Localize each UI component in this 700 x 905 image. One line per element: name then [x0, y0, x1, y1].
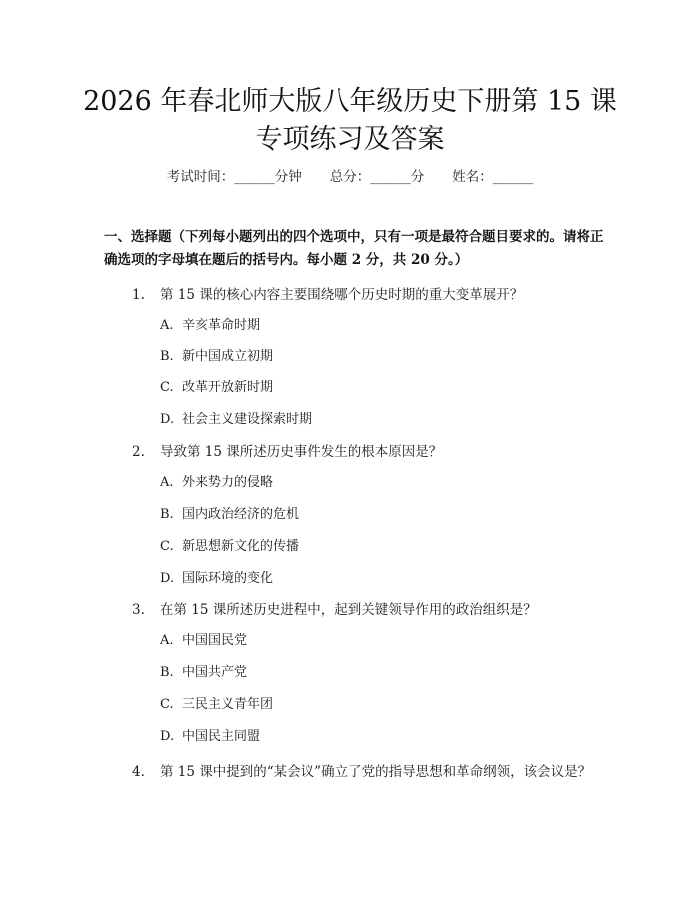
question-number: 2. — [132, 444, 145, 460]
question-4 — [104, 760, 604, 785]
option-letter: D. — [160, 571, 175, 586]
option-letter: B. — [160, 665, 174, 680]
option-text: 辛亥革命时期 — [182, 318, 261, 333]
option-text: 国际环境的变化 — [182, 571, 274, 586]
option-3b — [160, 663, 247, 683]
question-text: 导致第 15 课所述历史事件发生的根本原因是？ — [160, 444, 443, 460]
option-text: 中国国民党 — [182, 633, 248, 648]
exam-time: 考试时间：______分钟 — [166, 169, 302, 185]
option-1b — [160, 347, 273, 367]
exam-score: 总分：______分 — [329, 169, 425, 185]
option-2a — [160, 473, 273, 493]
option-letter: B. — [160, 507, 174, 522]
question-number: 4. — [132, 764, 145, 780]
option-text: 新思想新文化的传播 — [182, 539, 300, 554]
question-number: 1. — [132, 287, 145, 303]
document-title-line1: 2026 年春北师大版八年级历史下册第 15 课 — [83, 86, 617, 117]
option-1c — [160, 378, 273, 398]
option-2d — [160, 569, 273, 589]
option-1d — [160, 410, 312, 430]
option-letter: A. — [160, 318, 174, 333]
question-text: 在第 15 课所述历史进程中，起到关键领导作用的政治组织是？ — [160, 602, 537, 618]
option-letter: D. — [160, 729, 175, 744]
option-letter: A. — [160, 475, 174, 490]
option-text: 三民主义青年团 — [182, 697, 274, 712]
option-text: 中国共产党 — [182, 665, 248, 680]
question-3 — [132, 599, 602, 621]
option-text: 社会主义建设探索时期 — [182, 412, 313, 427]
option-letter: C. — [160, 539, 174, 554]
option-2c — [160, 537, 299, 557]
option-text: 外来势力的侵略 — [182, 475, 274, 490]
option-text: 新中国成立初期 — [182, 349, 274, 364]
question-text: 第 15 课的核心内容主要围绕哪个历史时期的重大变革展开？ — [160, 287, 524, 303]
option-text: 国内政治经济的危机 — [182, 507, 300, 522]
question-number: 3. — [132, 602, 145, 618]
question-2 — [132, 441, 602, 463]
section-heading-choice: 一、选择题（下列每小题列出的四个选项中，只有一项是最符合题目要求的。请将正确选项的字母填在题后的括号内。每小题 2 分，共 20 分。） — [104, 229, 604, 268]
option-letter: C. — [160, 380, 174, 395]
option-3a — [160, 631, 247, 651]
option-letter: A. — [160, 633, 174, 648]
option-text: 中国民主同盟 — [182, 729, 261, 744]
option-letter: C. — [160, 697, 174, 712]
option-text: 改革开放新时期 — [182, 380, 274, 395]
option-letter: B. — [160, 349, 174, 364]
exam-info — [0, 166, 700, 188]
document-title-line2: 专项练习及答案 — [255, 124, 445, 155]
question-1 — [132, 284, 602, 306]
question-text: 第 15 课中提到的“某会议”确立了党的指导思想和革命纲领，该会议是？ — [160, 764, 592, 780]
option-2b — [160, 505, 299, 525]
option-letter: D. — [160, 412, 175, 427]
exam-name: 姓名：______ — [452, 169, 534, 185]
option-3d — [160, 727, 260, 747]
option-3c — [160, 695, 273, 715]
option-1a — [160, 316, 260, 336]
